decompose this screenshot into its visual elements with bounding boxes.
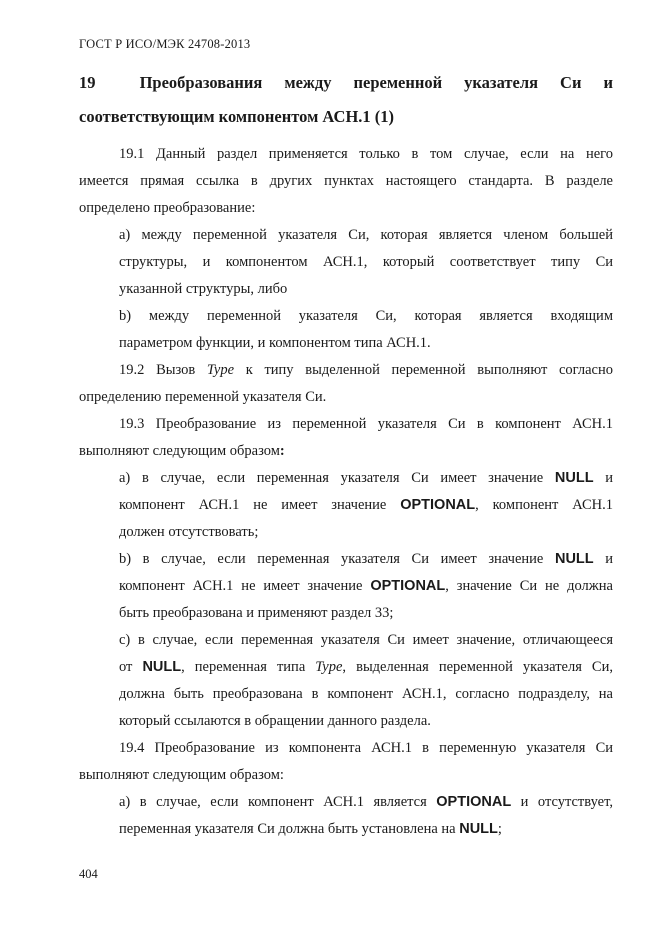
paragraph-19-2: 19.2 Вызов Type к типу выделенной переменной выполняют согласно определению переменной указателя Си. <box>79 362 613 405</box>
paragraph-19-4: 19.4 Преобразование из компонента АСН.1 в переменную указателя Си выполняют следующим образом: <box>79 740 613 783</box>
section-number: 19 <box>79 73 96 92</box>
section-title-line-1: 19 Преобразования между переменной указателя Си и <box>79 73 613 92</box>
type-term: Type <box>206 362 235 378</box>
keyword-optional: OPTIONAL <box>400 497 476 513</box>
list-item-19-3-b: b) в случае, если переменная указателя Си имеет значение NULL и компонент АСН.1 не имеет значение OPTIONAL, значение Си не должна быть преобразована и применяют раздел 33; <box>119 551 614 621</box>
document-header: ГОСТ Р ИСО/МЭК 24708-2013 <box>79 37 251 51</box>
list-item-19-3-c: c) в случае, если переменная указателя Си имеет значение, отличающееся от NULL, переменная типа Type, выделенная переменной указателя Си, должна быть преобразована в компонент АСН.1, согласно подразделу, на который ссылаются в обращении данного раздела. <box>119 632 613 729</box>
list-item-19-4-a: a) в случае, если компонент АСН.1 является OPTIONAL и отсутствует, переменная указателя Си должна быть установлена на NULL; <box>119 794 613 837</box>
keyword-optional: OPTIONAL <box>436 794 512 810</box>
document-body <box>79 141 613 843</box>
list-item-19-1-b: b) между переменной указателя Си, которая является входящим параметром функции, и компонентом типа АСН.1. <box>119 308 613 351</box>
section-title-line-2: соответствующим компонентом АСН.1 (1) <box>79 107 395 126</box>
list-item-19-3-a: a) в случае, если переменная указателя Си имеет значение NULL и компонент АСН.1 не имеет значение OPTIONAL, компонент АСН.1 должен отсутствовать; <box>119 470 614 540</box>
section-title <box>79 66 613 134</box>
keyword-null: NULL <box>554 551 594 567</box>
list-item-19-1-a: a) между переменной указателя Си, которая является членом большей структуры, и компонентом АСН.1, который соответствует типу Си указанной структуры, либо <box>119 227 613 297</box>
keyword-null: NULL <box>142 659 182 675</box>
keyword-null: NULL <box>459 821 498 837</box>
paragraph-19-3: 19.3 Преобразование из переменной указателя Си в компонент АСН.1 выполняют следующим образом: <box>79 416 613 459</box>
keyword-optional: OPTIONAL <box>370 578 446 594</box>
page-number: 404 <box>79 867 98 881</box>
keyword-null: NULL <box>554 470 594 486</box>
paragraph-19-1: 19.1 Данный раздел применяется только в том случае, если на него имеется прямая ссылка в других пунктах настоящего стандарта. В разделе определено преобразование: <box>79 146 613 216</box>
type-term: Type <box>315 659 343 675</box>
